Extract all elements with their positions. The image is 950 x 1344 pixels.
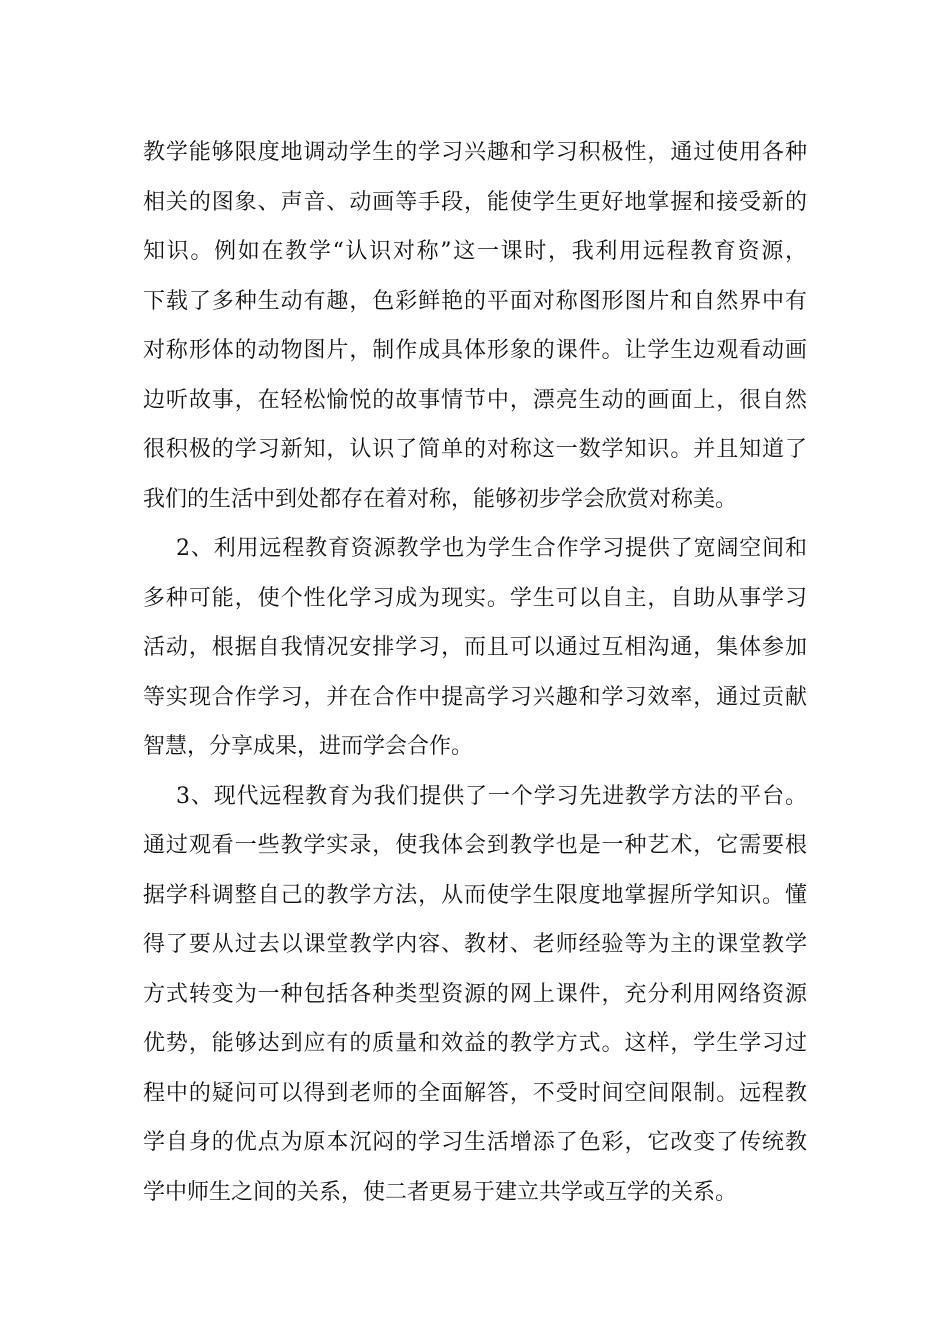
text-line: 活动，根据自我情况安排学习，而且可以通过互相沟通，集体参加 — [143, 635, 807, 660]
text-line: 智慧，分享成果，进而学会合作。 — [143, 734, 474, 759]
text-line: 我们的生活中到处都存在着对称，能够初步学会欣赏对称美。 — [143, 486, 738, 512]
text-line: 程中的疑问可以得到老师的全面解答，不受时间空间限制。远程教 — [143, 1080, 807, 1106]
paragraph-1 — [143, 128, 807, 524]
text-line: 下载了多种生动有趣，色彩鲜艳的平面对称图形图片和自然界中有 — [143, 288, 807, 314]
text-line: 相关的图象、声音、动画等手段，能使学生更好地掌握和接受新的 — [143, 189, 807, 215]
text-line: 得了要从过去以课堂教学内容、教材、老师经验等为主的课堂教学 — [143, 932, 807, 957]
text-line: 学自身的优点为原本沉闷的学习生活增添了色彩，它改变了传统教 — [143, 1130, 807, 1155]
document-body — [143, 128, 807, 1217]
text-line: 学中师生之间的关系，使二者更易于建立共学或互学的关系。 — [143, 1179, 738, 1205]
text-line: 很积极的学习新知，认识了简单的对称这一数学知识。并且知道了 — [143, 437, 807, 462]
text-line: 边听故事，在轻松愉悦的故事情节中，漂亮生动的画面上，很自然 — [143, 387, 807, 413]
text-line: 通过观看一些教学实录，使我体会到教学也是一种艺术，它需要根 — [143, 833, 807, 858]
text-line: 教学能够限度地调动学生的学习兴趣和学习积极性，通过使用各种 — [143, 140, 807, 165]
text-line: 优势，能够达到应有的质量和效益的教学方式。这样，学生学习过 — [143, 1031, 807, 1056]
text-line: 多种可能，使个性化学习成为现实。学生可以自主，自助从事学习 — [143, 585, 807, 611]
paragraph-2 — [143, 524, 807, 772]
text-line: 等实现合作学习，并在合作中提高学习兴趣和学习效率，通过贡献 — [143, 684, 807, 710]
text-line: 方式转变为一种包括各种类型资源的网上课件，充分利用网络资源 — [143, 981, 807, 1007]
text-line: 对称形体的动物图片，制作成具体形象的课件。让学生边观看动画 — [143, 338, 807, 363]
text-line: 据学科调整自己的教学方法，从而使学生限度地掌握所学知识。懂 — [143, 882, 807, 908]
text-line: 3、现代远程教育为我们提供了一个学习先进教学方法的平台。 — [176, 783, 807, 809]
text-line: 知识。例如在教学“认识对称”这一课时，我利用远程教育资源， — [143, 239, 807, 264]
paragraph-3 — [143, 772, 807, 1218]
text-line: 2、利用远程教育资源教学也为学生合作学习提供了宽阔空间和 — [176, 536, 807, 561]
